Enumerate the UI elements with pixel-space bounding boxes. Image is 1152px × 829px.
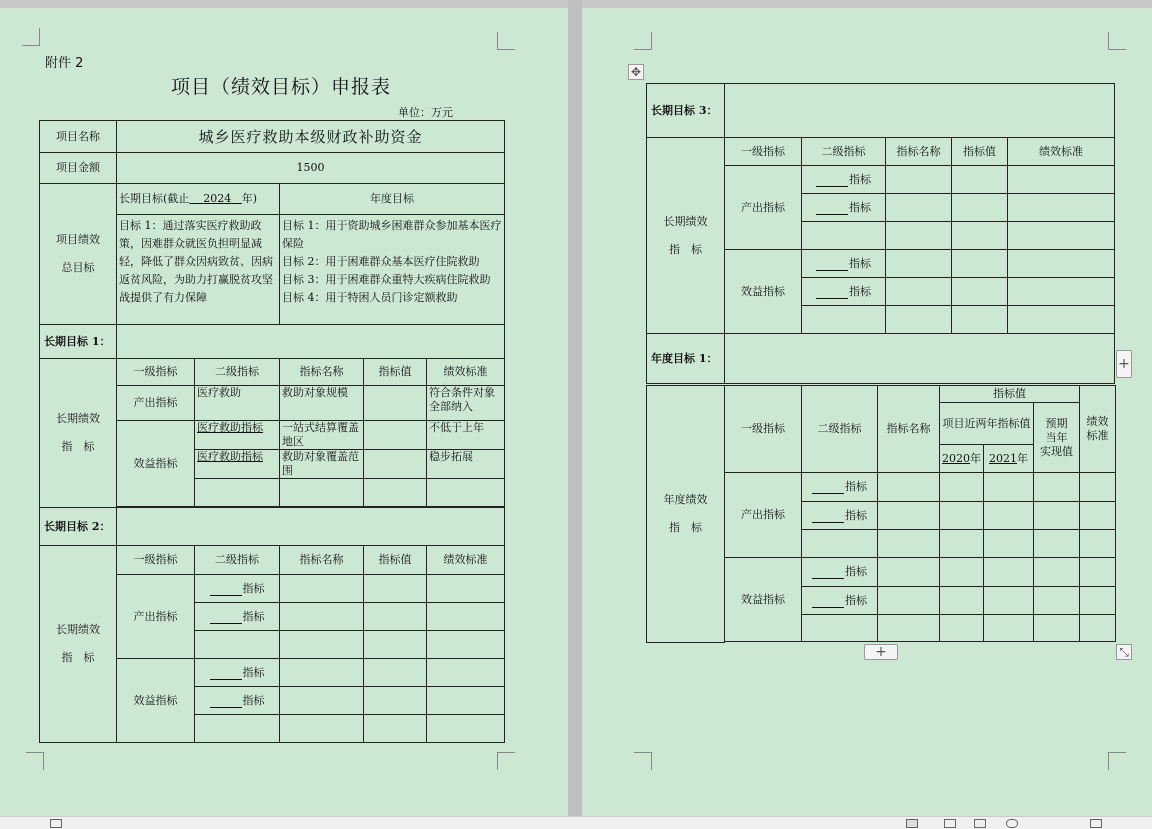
annual-perf-label <box>647 386 725 643</box>
page-2 <box>582 8 1152 816</box>
empty-cell[interactable] <box>1034 502 1080 530</box>
goal1-row1-level2[interactable]: 医疗救助 <box>195 386 280 421</box>
indicator-text: 指标 <box>845 508 867 522</box>
indicator-blank[interactable] <box>802 278 886 306</box>
long-goal-2-label: 长期目标 2： <box>40 508 117 546</box>
blank-underline <box>210 696 242 708</box>
indicator-blank[interactable] <box>802 502 878 530</box>
long-term-year[interactable] <box>189 192 242 205</box>
blank-underline <box>812 567 844 579</box>
empty-cell[interactable] <box>878 530 940 558</box>
crop-mark <box>634 752 652 770</box>
add-column-button[interactable]: + <box>1116 350 1132 378</box>
empty-cell[interactable] <box>280 659 364 687</box>
overall-goal-label <box>40 184 117 325</box>
goal1-row2-name[interactable]: 一站式结算覆盖地区 <box>280 421 364 450</box>
empty-cell[interactable] <box>1034 558 1080 587</box>
indicator-text: 指标 <box>845 480 867 493</box>
annual-goal-4: 目标 4：用于特困人员门诊定额救助 <box>282 291 458 304</box>
status-bar <box>0 816 1152 829</box>
blank-underline <box>816 175 848 187</box>
table-move-handle-icon[interactable]: ✥ <box>628 64 644 80</box>
goal1-row2-value[interactable] <box>364 421 427 450</box>
empty-cell[interactable] <box>952 250 1008 278</box>
empty-cell[interactable] <box>952 194 1008 222</box>
empty-cell[interactable] <box>1080 473 1116 502</box>
long-perf-label-3 <box>647 138 725 334</box>
benefit-indicator-label: 效益指标 <box>117 421 195 507</box>
project-name-label: 项目名称 <box>40 121 117 153</box>
indicator-text: 指标 <box>242 665 265 679</box>
long-goal-2-value[interactable] <box>117 508 505 546</box>
empty-cell[interactable] <box>364 479 427 507</box>
crop-mark <box>497 32 515 50</box>
year-2020 <box>940 445 984 473</box>
empty-cell[interactable] <box>878 615 940 642</box>
long-goal-3-label: 长期目标 3： <box>647 84 725 138</box>
year-suffix: 年 <box>1017 451 1028 465</box>
long-perf-label <box>40 359 117 508</box>
long-goal-1-label: 长期目标 1： <box>40 325 117 359</box>
spacer <box>725 642 1116 643</box>
year-2021 <box>984 445 1034 473</box>
annual-goal-1-label: 年度目标 1： <box>647 334 725 384</box>
empty-cell[interactable] <box>427 479 505 507</box>
goal1-row3-value[interactable] <box>364 450 427 479</box>
empty-cell[interactable] <box>952 166 1008 194</box>
empty-cell[interactable] <box>878 473 940 502</box>
empty-cell[interactable] <box>195 479 280 507</box>
indicator-blank[interactable] <box>802 473 878 502</box>
blank-underline <box>816 259 848 271</box>
long-perf-label-line2: 指 标 <box>61 440 95 453</box>
blank-underline <box>816 287 848 299</box>
annual-goal-1: 目标 1：用于资助城乡困难群众参加基本医疗保险 <box>282 219 502 250</box>
expected-line2: 当年 <box>1045 430 1068 444</box>
header-level1: 一级指标 <box>117 546 195 575</box>
blank-underline <box>210 584 242 596</box>
indicator-text: 指标 <box>849 256 871 270</box>
empty-cell[interactable] <box>984 473 1034 502</box>
declaration-table-2 <box>646 83 1115 384</box>
long-perf-label-line1: 长期绩效 <box>56 412 100 425</box>
empty-cell[interactable] <box>427 631 505 659</box>
empty-cell[interactable] <box>427 687 505 715</box>
empty-cell[interactable] <box>195 715 280 743</box>
blank-underline <box>812 596 844 608</box>
empty-cell[interactable] <box>280 603 364 631</box>
indicator-blank[interactable] <box>802 194 886 222</box>
output-indicator-label: 产出指标 <box>117 386 195 421</box>
empty-cell[interactable] <box>280 631 364 659</box>
annual-indicator-table <box>646 385 1116 643</box>
output-indicator-label: 产出指标 <box>725 473 802 558</box>
declaration-table-1 <box>39 120 505 743</box>
empty-cell[interactable] <box>280 715 364 743</box>
long-term-head-post: 年) <box>241 192 258 205</box>
goal1-row3-level2[interactable]: 医疗救助指标 <box>195 450 280 479</box>
empty-cell[interactable] <box>802 306 886 334</box>
empty-cell[interactable] <box>886 166 952 194</box>
header-indicator-name: 指标名称 <box>280 546 364 575</box>
empty-cell[interactable] <box>1008 222 1115 250</box>
empty-cell[interactable] <box>1034 530 1080 558</box>
empty-cell[interactable] <box>364 631 427 659</box>
outline-view-icon[interactable] <box>944 819 956 828</box>
empty-cell[interactable] <box>886 194 952 222</box>
goal1-row3-std[interactable]: 稳步拓展 <box>427 450 505 479</box>
benefit-indicator-label: 效益指标 <box>725 250 802 334</box>
print-layout-icon[interactable] <box>906 819 918 828</box>
blank-underline <box>812 482 844 494</box>
header-level2: 二级指标 <box>195 359 280 386</box>
indicator-text: 指标 <box>849 284 871 298</box>
annual-perf-line2: 指 标 <box>669 520 702 534</box>
project-amount-value[interactable]: 1500 <box>117 153 505 184</box>
header-recent-two-years: 项目近两年指标值 <box>940 403 1034 445</box>
output-indicator-label: 产出指标 <box>117 575 195 659</box>
empty-cell[interactable] <box>984 615 1034 642</box>
indicator-blank[interactable] <box>802 558 878 587</box>
empty-cell[interactable] <box>427 659 505 687</box>
indicator-text: 指标 <box>242 609 265 623</box>
header-standard: 绩效标准 <box>427 546 505 575</box>
empty-cell[interactable] <box>1034 615 1080 642</box>
overall-goal-label-line2: 总目标 <box>61 261 95 274</box>
web-view-icon[interactable] <box>1006 819 1018 828</box>
goal1-row3-name[interactable]: 救助对象覆盖范围 <box>280 450 364 479</box>
empty-cell[interactable] <box>427 575 505 603</box>
long-term-goal-header <box>117 184 280 215</box>
benefit-indicator-label: 效益指标 <box>725 558 802 642</box>
annual-goals[interactable] <box>280 215 505 325</box>
empty-cell[interactable] <box>1008 166 1115 194</box>
project-name-value[interactable]: 城乡医疗救助本级财政补助资金 <box>117 121 505 153</box>
annual-goal-3: 目标 3：用于困难群众重特大疾病住院救助 <box>282 273 491 286</box>
indicator-blank[interactable] <box>195 687 280 715</box>
blank-underline <box>812 511 844 523</box>
std-line2: 标准 <box>1086 429 1109 442</box>
empty-cell[interactable] <box>886 250 952 278</box>
annual-goal-2: 目标 2：用于困难群众基本医疗住院救助 <box>282 255 480 268</box>
annual-perf-line1: 年度绩效 <box>663 492 708 506</box>
header-indicator-value: 指标值 <box>364 359 427 386</box>
empty-cell[interactable] <box>802 222 886 250</box>
empty-cell[interactable] <box>886 222 952 250</box>
long-goal-3-value[interactable] <box>725 84 1115 138</box>
long-perf-3-line1: 长期绩效 <box>663 214 708 228</box>
empty-cell[interactable] <box>952 278 1008 306</box>
crop-mark <box>497 752 515 770</box>
indicator-text: 指标 <box>242 693 265 707</box>
empty-cell[interactable] <box>886 278 952 306</box>
header-level1: 一级指标 <box>725 386 802 473</box>
indicator-blank[interactable] <box>802 250 886 278</box>
blank-underline <box>210 668 242 680</box>
empty-cell[interactable] <box>984 502 1034 530</box>
empty-cell[interactable] <box>364 603 427 631</box>
empty-cell[interactable] <box>984 530 1034 558</box>
header-indicator-name: 指标名称 <box>280 359 364 386</box>
goal1-row1-name[interactable]: 救助对象规模 <box>280 386 364 421</box>
header-level1: 一级指标 <box>725 138 802 166</box>
indicator-text: 指标 <box>242 581 265 595</box>
annual-goal-1-value[interactable] <box>725 334 1115 384</box>
empty-cell[interactable] <box>1008 306 1115 334</box>
header-level2: 二级指标 <box>802 386 878 473</box>
header-indicator-value: 指标值 <box>364 546 427 575</box>
overall-goal-label-line1: 项目绩效 <box>56 233 100 246</box>
header-standard <box>1080 386 1116 473</box>
indicator-text: 指标 <box>845 565 867 578</box>
project-amount-label: 项目金额 <box>40 153 117 184</box>
header-standard: 绩效标准 <box>1008 138 1115 166</box>
empty-cell[interactable] <box>940 502 984 530</box>
long-term-goal-text[interactable]: 目标 1：通过落实医疗救助政策，因难群众就医负担明显减轻，降低了群众因病致贫、因病返贫风险，为助力打赢脱贫攻坚战提供了有力保障 <box>117 215 280 325</box>
year-a-text: 2020 <box>942 451 970 465</box>
benefit-indicator-label: 效益指标 <box>117 659 195 743</box>
empty-cell[interactable] <box>1080 587 1116 615</box>
page-1 <box>0 8 568 816</box>
goal1-row1-std[interactable]: 符合条件对象全部纳入 <box>427 386 505 421</box>
empty-cell[interactable] <box>940 587 984 615</box>
blank-underline <box>210 612 242 624</box>
crop-mark <box>22 28 40 46</box>
long-perf-2-line1: 长期绩效 <box>56 623 100 636</box>
header-level2: 二级指标 <box>802 138 886 166</box>
header-value-group: 指标值 <box>940 386 1080 403</box>
header-indicator-value: 指标值 <box>952 138 1008 166</box>
fullscreen-icon[interactable] <box>1090 819 1102 828</box>
empty-cell[interactable] <box>280 575 364 603</box>
long-perf-3-line2: 指 标 <box>669 242 702 256</box>
empty-cell[interactable] <box>1034 473 1080 502</box>
empty-cell[interactable] <box>195 631 280 659</box>
empty-cell[interactable] <box>1080 502 1116 530</box>
empty-cell[interactable] <box>940 558 984 587</box>
empty-cell[interactable] <box>984 587 1034 615</box>
empty-cell[interactable] <box>427 715 505 743</box>
long-term-year-text: 2024 <box>203 192 232 205</box>
empty-cell[interactable] <box>364 687 427 715</box>
indicator-blank[interactable] <box>195 575 280 603</box>
blank-underline <box>816 203 848 215</box>
header-indicator-name: 指标名称 <box>878 386 940 473</box>
empty-cell[interactable] <box>1080 530 1116 558</box>
table-resize-icon[interactable]: ⤡ <box>1116 644 1132 660</box>
empty-cell[interactable] <box>427 603 505 631</box>
long-perf-2-line2: 指 标 <box>61 651 95 664</box>
empty-cell[interactable] <box>878 502 940 530</box>
empty-cell[interactable] <box>952 222 1008 250</box>
indicator-text: 指标 <box>845 593 867 607</box>
indicator-blank[interactable] <box>802 166 886 194</box>
std-line1: 绩效 <box>1086 415 1109 428</box>
page-title: 项目（绩效目标）申报表 <box>170 76 391 98</box>
annex-label: 附件 2 <box>45 56 84 71</box>
long-perf-label-2 <box>40 546 117 743</box>
expected-line1: 预期 <box>1045 416 1068 430</box>
empty-cell[interactable] <box>940 530 984 558</box>
empty-cell[interactable] <box>952 306 1008 334</box>
header-level1: 一级指标 <box>117 359 195 386</box>
header-standard: 绩效标准 <box>427 359 505 386</box>
empty-cell[interactable] <box>886 306 952 334</box>
empty-cell[interactable] <box>984 558 1034 587</box>
page-gap <box>568 0 582 828</box>
empty-cell[interactable] <box>280 687 364 715</box>
page-view-icon[interactable] <box>50 819 62 828</box>
header-level2: 二级指标 <box>195 546 280 575</box>
indicator-blank[interactable] <box>802 587 878 615</box>
empty-cell[interactable] <box>802 530 878 558</box>
empty-cell[interactable] <box>364 575 427 603</box>
empty-cell[interactable] <box>802 615 878 642</box>
empty-cell[interactable] <box>364 715 427 743</box>
goal1-row2-level2[interactable]: 医疗救助指标 <box>195 421 280 450</box>
year-b-text: 2021 <box>989 451 1017 465</box>
empty-cell[interactable] <box>364 659 427 687</box>
long-goal-1-value[interactable] <box>117 325 505 359</box>
output-indicator-label: 产出指标 <box>725 166 802 250</box>
unit-label: 单位：万元 <box>398 106 453 119</box>
empty-cell[interactable] <box>1008 250 1115 278</box>
crop-mark <box>26 752 44 770</box>
header-indicator-name: 指标名称 <box>886 138 952 166</box>
annual-goal-header: 年度目标 <box>280 184 505 215</box>
empty-cell[interactable] <box>1080 615 1116 642</box>
empty-cell[interactable] <box>878 587 940 615</box>
year-suffix: 年 <box>970 451 981 465</box>
empty-cell[interactable] <box>940 615 984 642</box>
add-row-button[interactable]: + <box>864 644 898 660</box>
crop-mark <box>634 32 652 50</box>
empty-cell[interactable] <box>1034 587 1080 615</box>
indicator-blank[interactable] <box>195 659 280 687</box>
empty-cell[interactable] <box>1008 278 1115 306</box>
goal1-row2-std[interactable]: 不低于上年 <box>427 421 505 450</box>
empty-cell[interactable] <box>1080 558 1116 587</box>
expected-line3: 实现值 <box>1040 444 1074 458</box>
reading-view-icon[interactable] <box>974 819 986 828</box>
empty-cell[interactable] <box>1008 194 1115 222</box>
goal1-row1-value[interactable] <box>364 386 427 421</box>
crop-mark <box>1108 32 1126 50</box>
header-expected <box>1034 403 1080 473</box>
empty-cell[interactable] <box>878 558 940 587</box>
indicator-text: 指标 <box>849 200 871 214</box>
indicator-text: 指标 <box>849 172 871 186</box>
empty-cell[interactable] <box>940 473 984 502</box>
crop-mark <box>1108 752 1126 770</box>
empty-cell[interactable] <box>280 479 364 507</box>
indicator-blank[interactable] <box>195 603 280 631</box>
long-term-head-pre: 长期目标(截止 <box>119 192 190 205</box>
